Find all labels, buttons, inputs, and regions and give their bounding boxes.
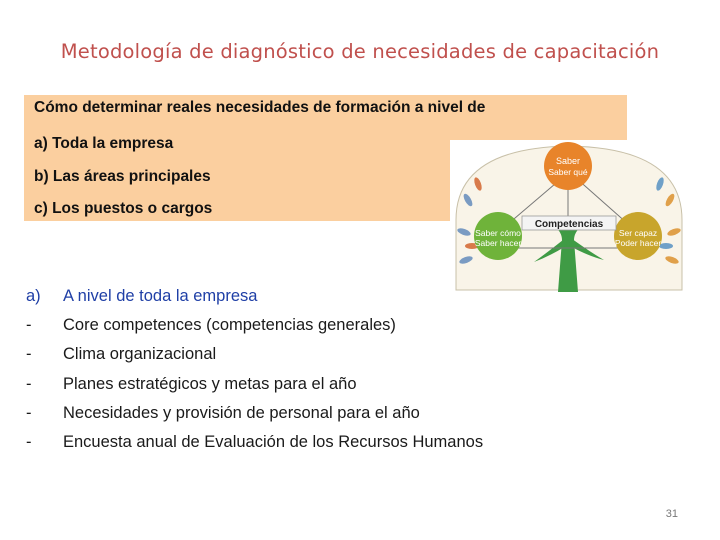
list-item xyxy=(26,404,696,433)
list-item xyxy=(26,345,696,374)
figure-left-label: Saber cómo xyxy=(475,228,521,238)
competencies-tree-figure xyxy=(450,140,688,292)
figure-top-sublabel: Saber qué xyxy=(548,167,588,177)
list-marker: - xyxy=(26,403,32,422)
list-text: Planes estratégicos y metas para el año xyxy=(63,374,357,393)
list-marker: - xyxy=(26,345,32,364)
list-item xyxy=(26,316,696,345)
page-number: 31 xyxy=(665,508,678,520)
figure-right-sublabel: Poder hacer xyxy=(614,238,662,248)
company-level-list xyxy=(26,287,696,462)
list-text: A nivel de toda la empresa xyxy=(63,287,258,305)
criteria-heading: Cómo determinar reales necesidades de formación a nivel de xyxy=(34,99,486,116)
list-marker: - xyxy=(26,316,32,335)
list-text: Encuesta anual de Evaluación de los Recursos Humanos xyxy=(63,432,484,451)
competencies-tree-illustration xyxy=(450,140,688,292)
list-marker: - xyxy=(26,432,32,451)
criteria-option: a) Toda la empresa xyxy=(34,135,174,152)
figure-top-label: Saber xyxy=(555,156,581,166)
figure-left-sublabel: Saber hacer xyxy=(474,238,522,248)
list-item xyxy=(26,375,696,404)
figure-center-label: Competencias xyxy=(534,219,604,230)
criteria-option: b) Las áreas principales xyxy=(34,168,211,185)
list-text: Necesidades y provisión de personal para el año xyxy=(63,403,420,422)
criteria-option: c) Los puestos o cargos xyxy=(34,200,213,217)
list-text: Core competences (competencias generales) xyxy=(63,316,396,335)
list-text: Clima organizacional xyxy=(63,345,217,364)
slide-title: Metodología de diagnóstico de necesidades de capacitación xyxy=(60,40,660,63)
list-marker: a) xyxy=(26,287,41,305)
list-marker: - xyxy=(26,374,32,393)
figure-right-label: Ser capaz xyxy=(618,228,658,238)
list-item xyxy=(26,433,696,462)
list-item xyxy=(26,287,696,316)
